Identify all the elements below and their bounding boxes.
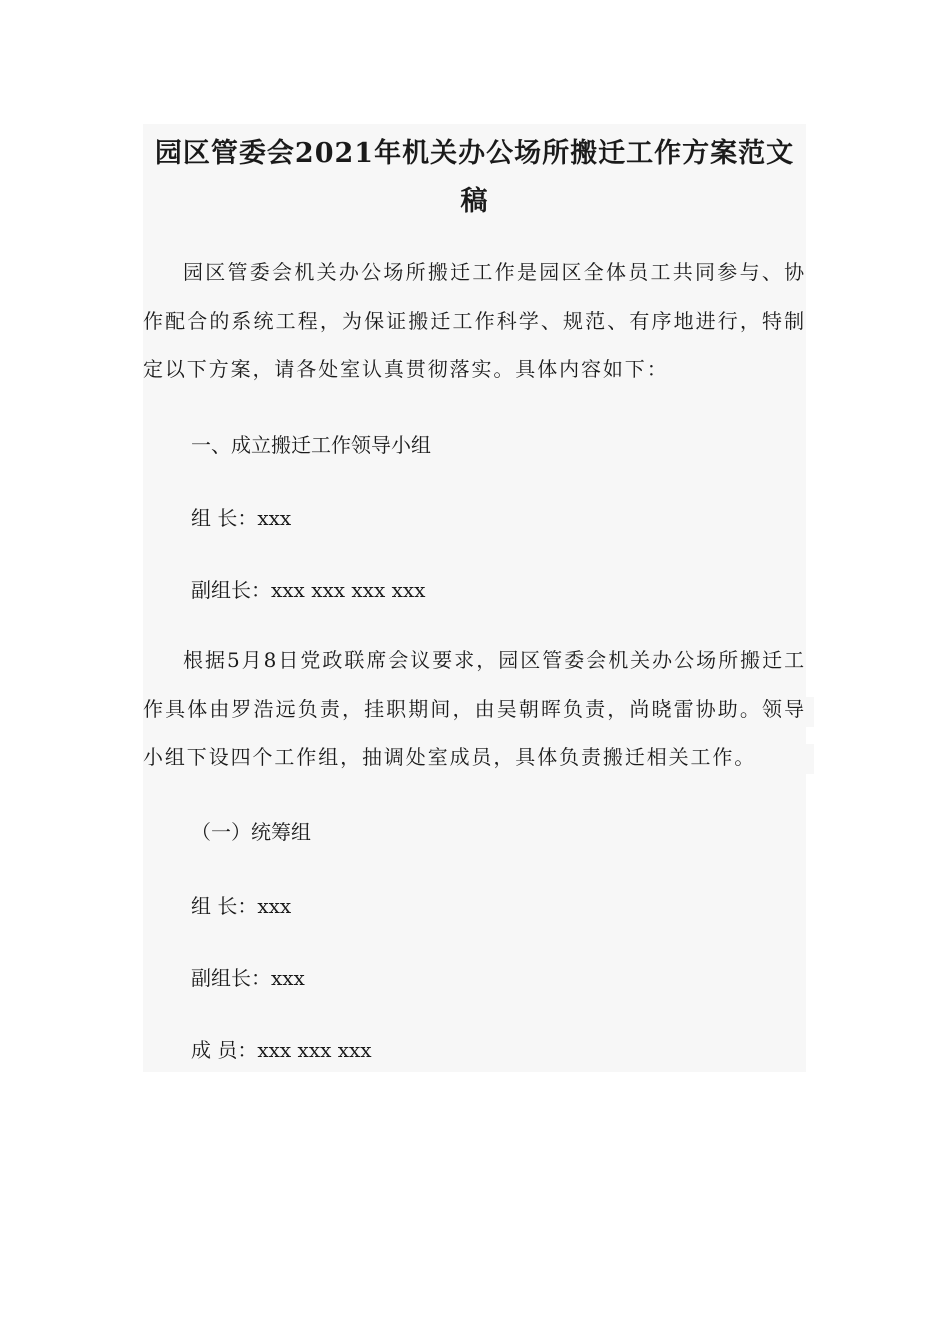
group-deputy-line: 副组长：xxx <box>191 966 305 990</box>
group-members-line: 成 员：xxx xxx xxx <box>191 1038 372 1062</box>
text-overflow-highlight <box>806 697 814 727</box>
section-heading: 一、成立搬迁工作领导小组 <box>191 433 431 457</box>
deputy-leaders-line: 副组长：xxx xxx xxx xxx <box>191 578 426 602</box>
description-paragraph: 根据5月8日党政联席会议要求，园区管委会机关办公场所搬迁工作具体由罗浩远负责，挂职期间，由吴朝晖负责，尚晓雷协助。领导小组下设四个工作组，抽调处室成员，具体负责搬迁相关工作。 <box>143 648 806 769</box>
subsection-heading: （一）统筹组 <box>191 820 311 844</box>
document-title-continued: 稿 <box>460 186 489 217</box>
text-overflow-highlight <box>806 744 814 774</box>
document-title: 园区管委会2021年机关办公场所搬迁工作方案范文 <box>154 138 795 169</box>
leader-line: 组 长：xxx <box>191 506 292 530</box>
group-leader-line: 组 长：xxx <box>191 894 292 918</box>
intro-paragraph: 园区管委会机关办公场所搬迁工作是园区全体员工共同参与、协作配合的系统工程，为保证搬迁工作科学、规范、有序地进行，特制定以下方案，请各处室认真贯彻落实。具体内容如下： <box>143 260 806 381</box>
